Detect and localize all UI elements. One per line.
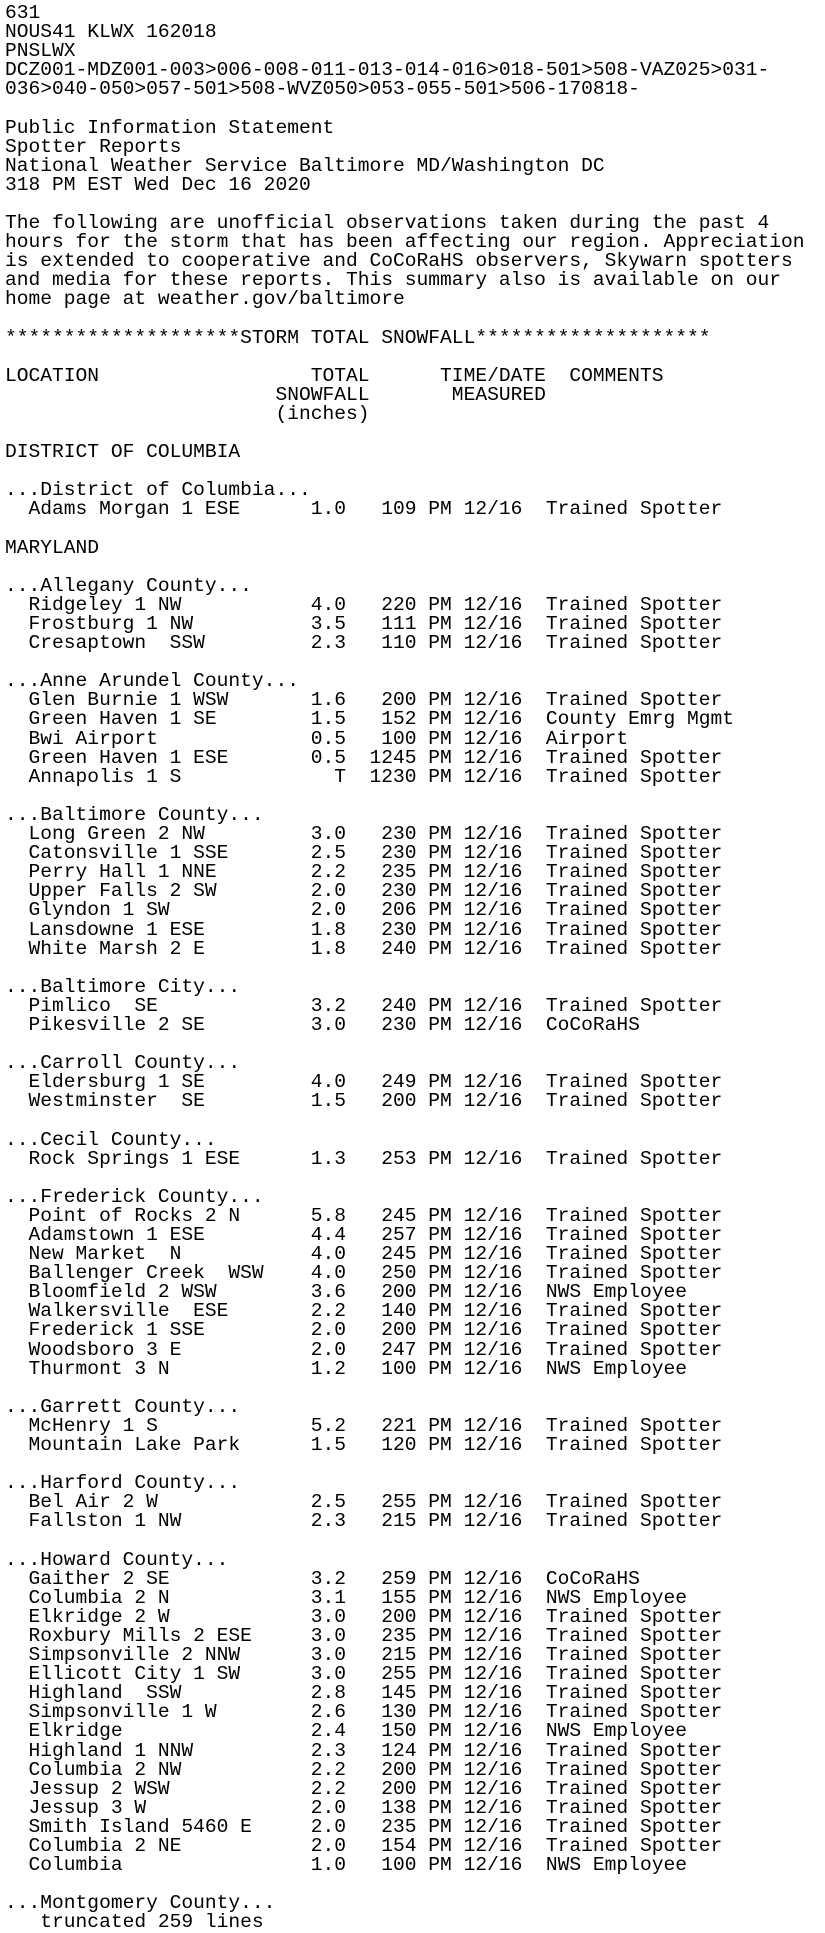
report-line: National Weather Service Baltimore MD/Washington DC	[5, 154, 605, 177]
report-line: Ellicott City 1 SW 3.0 255 PM 12/16 Trained Spotter	[5, 1663, 723, 1686]
report-line: Bel Air 2 W 2.5 255 PM 12/16 Trained Spotter	[5, 1491, 723, 1514]
report-line: ...Baltimore County...	[5, 803, 264, 826]
report-line: ...District of Columbia...	[5, 479, 311, 502]
report-line: Frostburg 1 NW 3.5 111 PM 12/16 Trained Spotter	[5, 613, 723, 635]
report-line: ...Baltimore City...	[5, 975, 241, 998]
report-line: Columbia 2 NE 2.0 154 PM 12/16 Trained Spotter	[5, 1835, 723, 1857]
report-line: ...Allegany County...	[5, 574, 252, 597]
report-line: Green Haven 1 ESE 0.5 1245 PM 12/16 Trained Spotter	[5, 746, 723, 769]
report-line: New Market N 4.0 245 PM 12/16 Trained Spotter	[5, 1243, 723, 1266]
report-line: Upper Falls 2 SW 2.0 230 PM 12/16 Trained Spotter	[5, 880, 723, 903]
report-line: Catonsville 1 SSE 2.5 230 PM 12/16 Trained Spotter	[5, 842, 723, 865]
report-line	[5, 1169, 825, 1188]
report-line: Public Information Statement	[5, 116, 335, 139]
report-line: truncated 259 lines	[5, 1911, 264, 1933]
report-line: Lansdowne 1 ESE 1.8 230 PM 12/16 Trained Spotter	[5, 918, 723, 941]
report-line: Simpsonville 2 NNW 3.0 215 PM 12/16 Trained Spotter	[5, 1644, 723, 1667]
report-line: Pimlico SE 3.2 240 PM 12/16 Trained Spotter	[5, 994, 723, 1017]
report-line: 036>040-050>057-501>508-WVZ050>053-055-501>506-170818-	[5, 78, 640, 101]
report-line: McHenry 1 S 5.2 221 PM 12/16 Trained Spotter	[5, 1414, 723, 1437]
report-line: Long Green 2 NW 3.0 230 PM 12/16 Trained Spotter	[5, 823, 723, 846]
report-line	[5, 1111, 825, 1130]
report-line	[5, 1532, 825, 1551]
report-line	[5, 1379, 825, 1398]
report-line: ...Cecil County...	[5, 1128, 217, 1151]
report-line: Perry Hall 1 NNE 2.2 235 PM 12/16 Trained Spotter	[5, 861, 723, 884]
report-line: Smith Island 5460 E 2.0 235 PM 12/16 Trained Spotter	[5, 1815, 723, 1838]
report-line: Mountain Lake Park 1.5 120 PM 12/16 Trained Spotter	[5, 1434, 723, 1457]
report-line: Walkersville ESE 2.2 140 PM 12/16 Trained Spotter	[5, 1300, 723, 1323]
report-line: Adams Morgan 1 ESE 1.0 109 PM 12/16 Trained Spotter	[5, 498, 723, 521]
report-line: Roxbury Mills 2 ESE 3.0 235 PM 12/16 Trained Spotter	[5, 1624, 723, 1647]
report-line: Spotter Reports	[5, 135, 182, 158]
report-line: Columbia 2 NW 2.2 200 PM 12/16 Trained Spotter	[5, 1758, 723, 1781]
report-line	[5, 310, 825, 329]
report-line: Woodsboro 3 E 2.0 247 PM 12/16 Trained Spotter	[5, 1338, 723, 1361]
report-line: Green Haven 1 SE 1.5 152 PM 12/16 County Emrg Mgmt	[5, 708, 735, 731]
report-line: PNSLWX	[5, 40, 76, 63]
report-line: The following are unofficial observations taken during the past 4	[5, 212, 770, 235]
report-line: Frederick 1 SSE 2.0 200 PM 12/16 Trained Spotter	[5, 1319, 723, 1342]
report-line: Bloomfield 2 WSW 3.6 200 PM 12/16 NWS Employee	[5, 1281, 687, 1304]
report-line: SNOWFALL MEASURED	[5, 383, 546, 406]
report-line	[5, 558, 825, 577]
report-line: DISTRICT OF COLUMBIA	[5, 441, 241, 464]
report-line: Thurmont 3 N 1.2 100 PM 12/16 NWS Employee	[5, 1357, 687, 1380]
report-line: ...Harford County...	[5, 1472, 241, 1495]
report-line: Elkridge 2 W 3.0 200 PM 12/16 Trained Spotter	[5, 1605, 723, 1628]
report-line: Point of Rocks 2 N 5.8 245 PM 12/16 Trained Spotter	[5, 1204, 723, 1227]
report-line: Westminster SE 1.5 200 PM 12/16 Trained Spotter	[5, 1090, 723, 1113]
report-line: Eldersburg 1 SE 4.0 249 PM 12/16 Trained Spotter	[5, 1071, 723, 1094]
report-line: ...Howard County...	[5, 1548, 229, 1571]
report-line: Gaither 2 SE 3.2 259 PM 12/16 CoCoRaHS	[5, 1567, 640, 1590]
report-line: Fallston 1 NW 2.3 215 PM 12/16 Trained Spotter	[5, 1510, 723, 1533]
report-line: Jessup 3 W 2.0 138 PM 12/16 Trained Spotter	[5, 1796, 723, 1819]
report-line: 631	[5, 2, 41, 24]
report-line	[5, 520, 825, 539]
report-line: ********************STORM TOTAL SNOWFALL********************	[5, 326, 711, 349]
report-line: NOUS41 KLWX 162018	[5, 21, 217, 44]
report-line: Glyndon 1 SW 2.0 206 PM 12/16 Trained Spotter	[5, 899, 723, 922]
report-line: Jessup 2 WSW 2.2 200 PM 12/16 Trained Spotter	[5, 1777, 723, 1800]
report-line: Adamstown 1 ESE 4.4 257 PM 12/16 Trained Spotter	[5, 1224, 723, 1246]
report-line: ...Frederick County...	[5, 1185, 264, 1208]
report-line: ...Carroll County...	[5, 1052, 241, 1075]
report-line: Columbia 1.0 100 PM 12/16 NWS Employee	[5, 1854, 687, 1877]
report-line: ...Garrett County...	[5, 1395, 241, 1418]
report-line: Elkridge 2.4 150 PM 12/16 NWS Employee	[5, 1720, 687, 1743]
report-line: Highland 1 NNW 2.3 124 PM 12/16 Trained Spotter	[5, 1739, 723, 1762]
report-line: (inches)	[5, 402, 370, 425]
report-line: Annapolis 1 S T 1230 PM 12/16 Trained Spotter	[5, 765, 723, 788]
report-line: DCZ001-MDZ001-003>006-008-011-013-014-016>018-501>508-VAZ025>031-	[5, 59, 770, 82]
report-line: Highland SSW 2.8 145 PM 12/16 Trained Spotter	[5, 1682, 723, 1705]
report-line	[5, 99, 825, 118]
report-line: White Marsh 2 E 1.8 240 PM 12/16 Trained Spotter	[5, 937, 723, 960]
report-line: Rock Springs 1 ESE 1.3 253 PM 12/16 Trained Spotter	[5, 1147, 723, 1170]
report-line: ...Anne Arundel County...	[5, 670, 299, 693]
report-line: Simpsonville 1 W 2.6 130 PM 12/16 Trained Spotter	[5, 1701, 723, 1724]
report-line: and media for these reports. This summary also is available on our	[5, 269, 782, 292]
report-line: Pikesville 2 SE 3.0 230 PM 12/16 CoCoRaHS	[5, 1013, 640, 1036]
report-line: Cresaptown SSW 2.3 110 PM 12/16 Trained Spotter	[5, 632, 723, 655]
report-line	[5, 348, 825, 367]
report-line: hours for the storm that has been affecting our region. Appreciation	[5, 231, 805, 254]
report-line: Ridgeley 1 NW 4.0 220 PM 12/16 Trained Spotter	[5, 593, 723, 616]
report-line	[5, 959, 825, 978]
report-line: Bwi Airport 0.5 100 PM 12/16 Airport	[5, 727, 629, 750]
report-line: LOCATION TOTAL TIME/DATE COMMENTS	[5, 364, 664, 387]
report-line: Glen Burnie 1 WSW 1.6 200 PM 12/16 Trained Spotter	[5, 689, 723, 712]
report-line: is extended to cooperative and CoCoRaHS observers, Skywarn spotters	[5, 250, 793, 273]
report-line: ...Montgomery County...	[5, 1892, 276, 1915]
report-line: Columbia 2 N 3.1 155 PM 12/16 NWS Employee	[5, 1586, 687, 1609]
report-line: 318 PM EST Wed Dec 16 2020	[5, 173, 311, 196]
report-line: Ballenger Creek WSW 4.0 250 PM 12/16 Trained Spotter	[5, 1262, 723, 1285]
report-line: home page at weather.gov/baltimore	[5, 288, 405, 311]
report-line: MARYLAND	[5, 536, 100, 559]
